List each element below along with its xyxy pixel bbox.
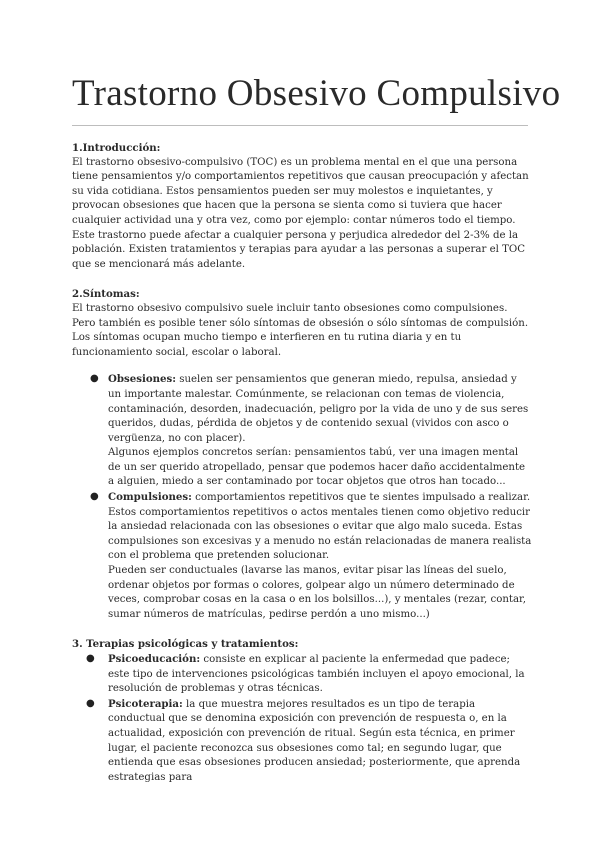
bullet-icon: ●	[90, 491, 99, 503]
symptoms-list	[72, 372, 532, 622]
section-introduction	[72, 141, 532, 272]
section-heading-symptoms: 2.Síntomas:	[72, 288, 140, 301]
list-item-compulsions	[72, 490, 532, 622]
compulsions-description: comportamientos repetitivos que te sientes impulsado a realizar. Estos comportamientos repetitivos o actos mentales tienen como objetivo reducir la ansiedad relacionada con las obsesiones o evitar que algo malo suceda. Estas compulsiones son excesivas y a menudo no están relacionadas de manera realista con el problema que pretenden solucionar.	[108, 492, 532, 562]
obsessions-examples: Algunos ejemplos concretos serían: pensamientos tabú, ver una imagen mental de un ser querido atropellado, pensar que podemos hacer daño accidentalmente a alguien, miedo a ser contaminado por tocar objetos que otros han tocado...	[108, 447, 526, 488]
document-body	[72, 141, 532, 785]
title-divider	[72, 125, 528, 126]
psychotherapy-description: la que muestra mejores resultados es un tipo de terapia conductual que se denomina exposición con prevención de respuesta o, en la actualidad, exposición con prevención de ritual. Según esta técnica, en primer lugar, el paciente reconozca sus obsesiones como tal; en segundo lugar, que entienda que esas obsesiones producen ansiedad; posteriormente, que aprenda estrategias para	[108, 698, 521, 783]
section-therapies	[72, 637, 532, 785]
list-item-psychoeducation	[72, 652, 532, 697]
list-item-obsessions	[72, 372, 532, 490]
symptoms-line: El trastorno obsesivo compulsivo suele incluir tanto obsesiones como compulsiones.	[72, 302, 508, 314]
section-symptoms	[72, 287, 532, 622]
term-compulsions: Compulsiones:	[108, 491, 192, 504]
bullet-icon: ●	[90, 373, 99, 385]
introduction-paragraph: El trastorno obsesivo-compulsivo (TOC) es un problema mental en el que una persona tiene pensamientos y/o comportamientos repetitivos que causan preocupación y afectan su vida cotidiana. Estos pensamientos pueden ser muy molestos e inquietantes, y provocan obsesiones que hacen que la persona se sienta como si tuviera que hacer cualquier actividad una y otra vez, como por ejemplo: contar números todo el tiempo. Este trastorno puede afectar a cualquier persona y perjudica alrededor del 2-3% de la población. Existen tratamientos y terapias para ayudar a las personas a superar el TOC que se mencionará más adelante.	[72, 156, 529, 270]
obsessions-description: suelen ser pensamientos que generan miedo, repulsa, ansiedad y un importante malestar. Comúnmente, se relacionan con temas de violencia, contaminación, desorden, inadecuación, peligro por la vida de uno y de sus seres queridos, dudas, pérdida de objetos y de contenido sexual (vividos con asco o vergüenza, no con placer).	[108, 374, 529, 444]
therapies-list	[72, 652, 532, 785]
section-heading-introduction: 1.Introducción:	[72, 142, 161, 154]
bullet-icon: ●	[86, 653, 95, 664]
document-title: Trastorno Obsesivo Compulsivo	[72, 73, 561, 114]
symptoms-line: Pero también es posible tener sólo síntomas de obsesión o sólo síntomas de compulsión.	[72, 317, 529, 329]
symptoms-line: Los síntomas ocupan mucho tiempo e interfieren en tu rutina diaria y en tu funcionamiento social, escolar o laboral.	[72, 332, 462, 358]
term-obsessions: Obsesiones:	[108, 373, 176, 386]
list-item-psychotherapy	[72, 697, 532, 786]
compulsions-examples: Pueden ser conductuales (lavarse las manos, evitar pisar las líneas del suelo, ordenar objetos por formas o colores, golpear algo un número determinado de veces, comprobar cosas en la casa o en los bolsillos...), y mentales (rezar, contar, sumar números de matrículas, pedirse perdón a uno mismo...)	[108, 565, 527, 620]
term-psychoeducation: Psicoeducación:	[108, 653, 201, 665]
section-heading-therapies: 3. Terapias psicológicas y tratamientos:	[72, 638, 299, 651]
term-psychotherapy: Psicoterapia:	[108, 697, 183, 710]
psychoeducation-description: consiste en explicar al paciente la enfermedad que padece; este tipo de intervenciones psicológicas también incluyen el apoyo emocional, la resolución de problemas y otras técnicas.	[108, 654, 525, 695]
bullet-icon: ●	[86, 697, 95, 709]
